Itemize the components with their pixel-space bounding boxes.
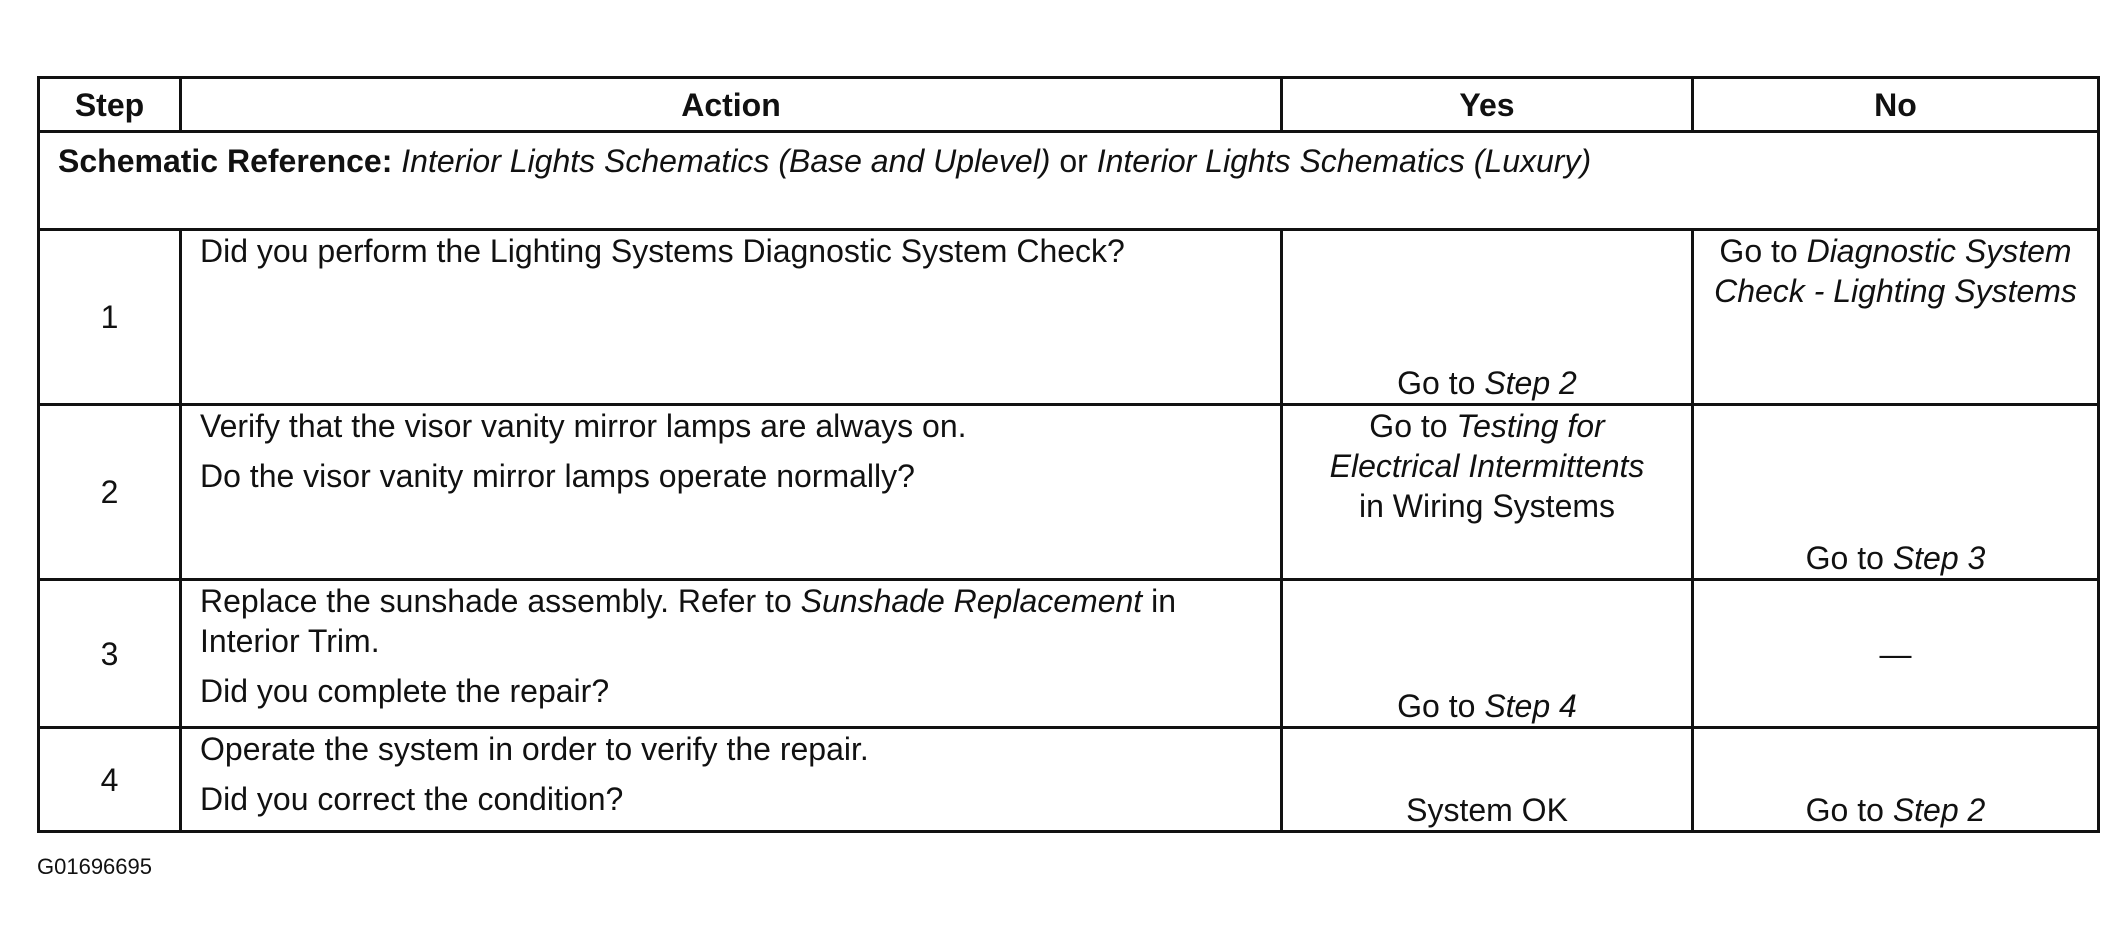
reference-or-text: or: [1059, 143, 1088, 179]
table-row: [39, 580, 2099, 728]
yes-prefix: Go to: [1397, 688, 1485, 724]
yes-link-testing-intermittents[interactable]: Testing for Electrical Intermittents: [1329, 408, 1645, 484]
header-no: No: [1693, 78, 2099, 132]
no-link-step-3[interactable]: Step 3: [1892, 540, 1986, 576]
action-cell: [181, 405, 1282, 580]
action-cell: [181, 230, 1282, 405]
yes-prefix: Go to: [1397, 365, 1485, 401]
no-link-step-2[interactable]: Step 2: [1892, 792, 1986, 828]
yes-cell: [1282, 230, 1693, 405]
action-text: [200, 581, 1262, 661]
schematic-reference-label: Schematic Reference:: [58, 143, 393, 179]
no-prefix: Go to: [1805, 792, 1893, 828]
no-cell: [1693, 230, 2099, 405]
action-text: Operate the system in order to verify the repair.: [200, 731, 869, 767]
yes-suffix: in Wiring Systems: [1358, 488, 1616, 524]
action-text: Verify that the visor vanity mirror lamps are always on.: [200, 408, 967, 444]
yes-link-step-4[interactable]: Step 4: [1484, 688, 1577, 724]
yes-system-ok: System OK: [1406, 792, 1568, 828]
header-step: Step: [39, 78, 181, 132]
no-cell: [1693, 580, 2099, 728]
action-suffix: in Interior Trim.: [200, 583, 1176, 659]
action-intro: Replace the sunshade assembly. Refer to: [200, 583, 801, 619]
no-dash: —: [1879, 635, 1912, 672]
action-question: Did you complete the repair?: [200, 673, 610, 709]
yes-cell: [1282, 405, 1693, 580]
no-prefix: Go to: [1805, 540, 1893, 576]
step-number: 4: [39, 728, 181, 832]
header-action: Action: [181, 78, 1282, 132]
schematic-reference-row: [39, 132, 2099, 230]
figure-id: G01696695: [37, 854, 152, 879]
table-row: [39, 728, 2099, 832]
yes-cell: [1282, 728, 1693, 832]
no-cell: [1693, 405, 2099, 580]
header-yes: Yes: [1282, 78, 1693, 132]
action-cell: [181, 728, 1282, 832]
sunshade-replacement-link[interactable]: Sunshade Replacement: [800, 583, 1143, 619]
table-row: [39, 405, 2099, 580]
action-cell: [181, 580, 1282, 728]
no-prefix: Go to: [1719, 233, 1807, 269]
diagnostic-table: [37, 76, 2100, 833]
no-link-diagnostic-system-check[interactable]: Diagnostic System Check - Lighting Systems: [1714, 233, 2077, 309]
yes-prefix: Go to: [1369, 408, 1457, 444]
no-cell: [1693, 728, 2099, 832]
action-question: Do the visor vanity mirror lamps operate normally?: [200, 458, 915, 494]
schematic-link-base-uplevel[interactable]: Interior Lights Schematics (Base and Uplevel): [401, 143, 1051, 179]
header-row: [39, 78, 2099, 132]
table-row: [39, 230, 2099, 405]
yes-cell: [1282, 580, 1693, 728]
step-number: 1: [39, 230, 181, 405]
step-number: 3: [39, 580, 181, 728]
step-number: 2: [39, 405, 181, 580]
schematic-reference-cell: [39, 132, 2099, 230]
schematic-link-luxury[interactable]: Interior Lights Schematics (Luxury): [1096, 143, 1592, 179]
yes-link-step-2[interactable]: Step 2: [1484, 365, 1577, 401]
action-question: Did you correct the condition?: [200, 781, 624, 817]
action-text: Did you perform the Lighting Systems Diagnostic System Check?: [200, 233, 1125, 269]
